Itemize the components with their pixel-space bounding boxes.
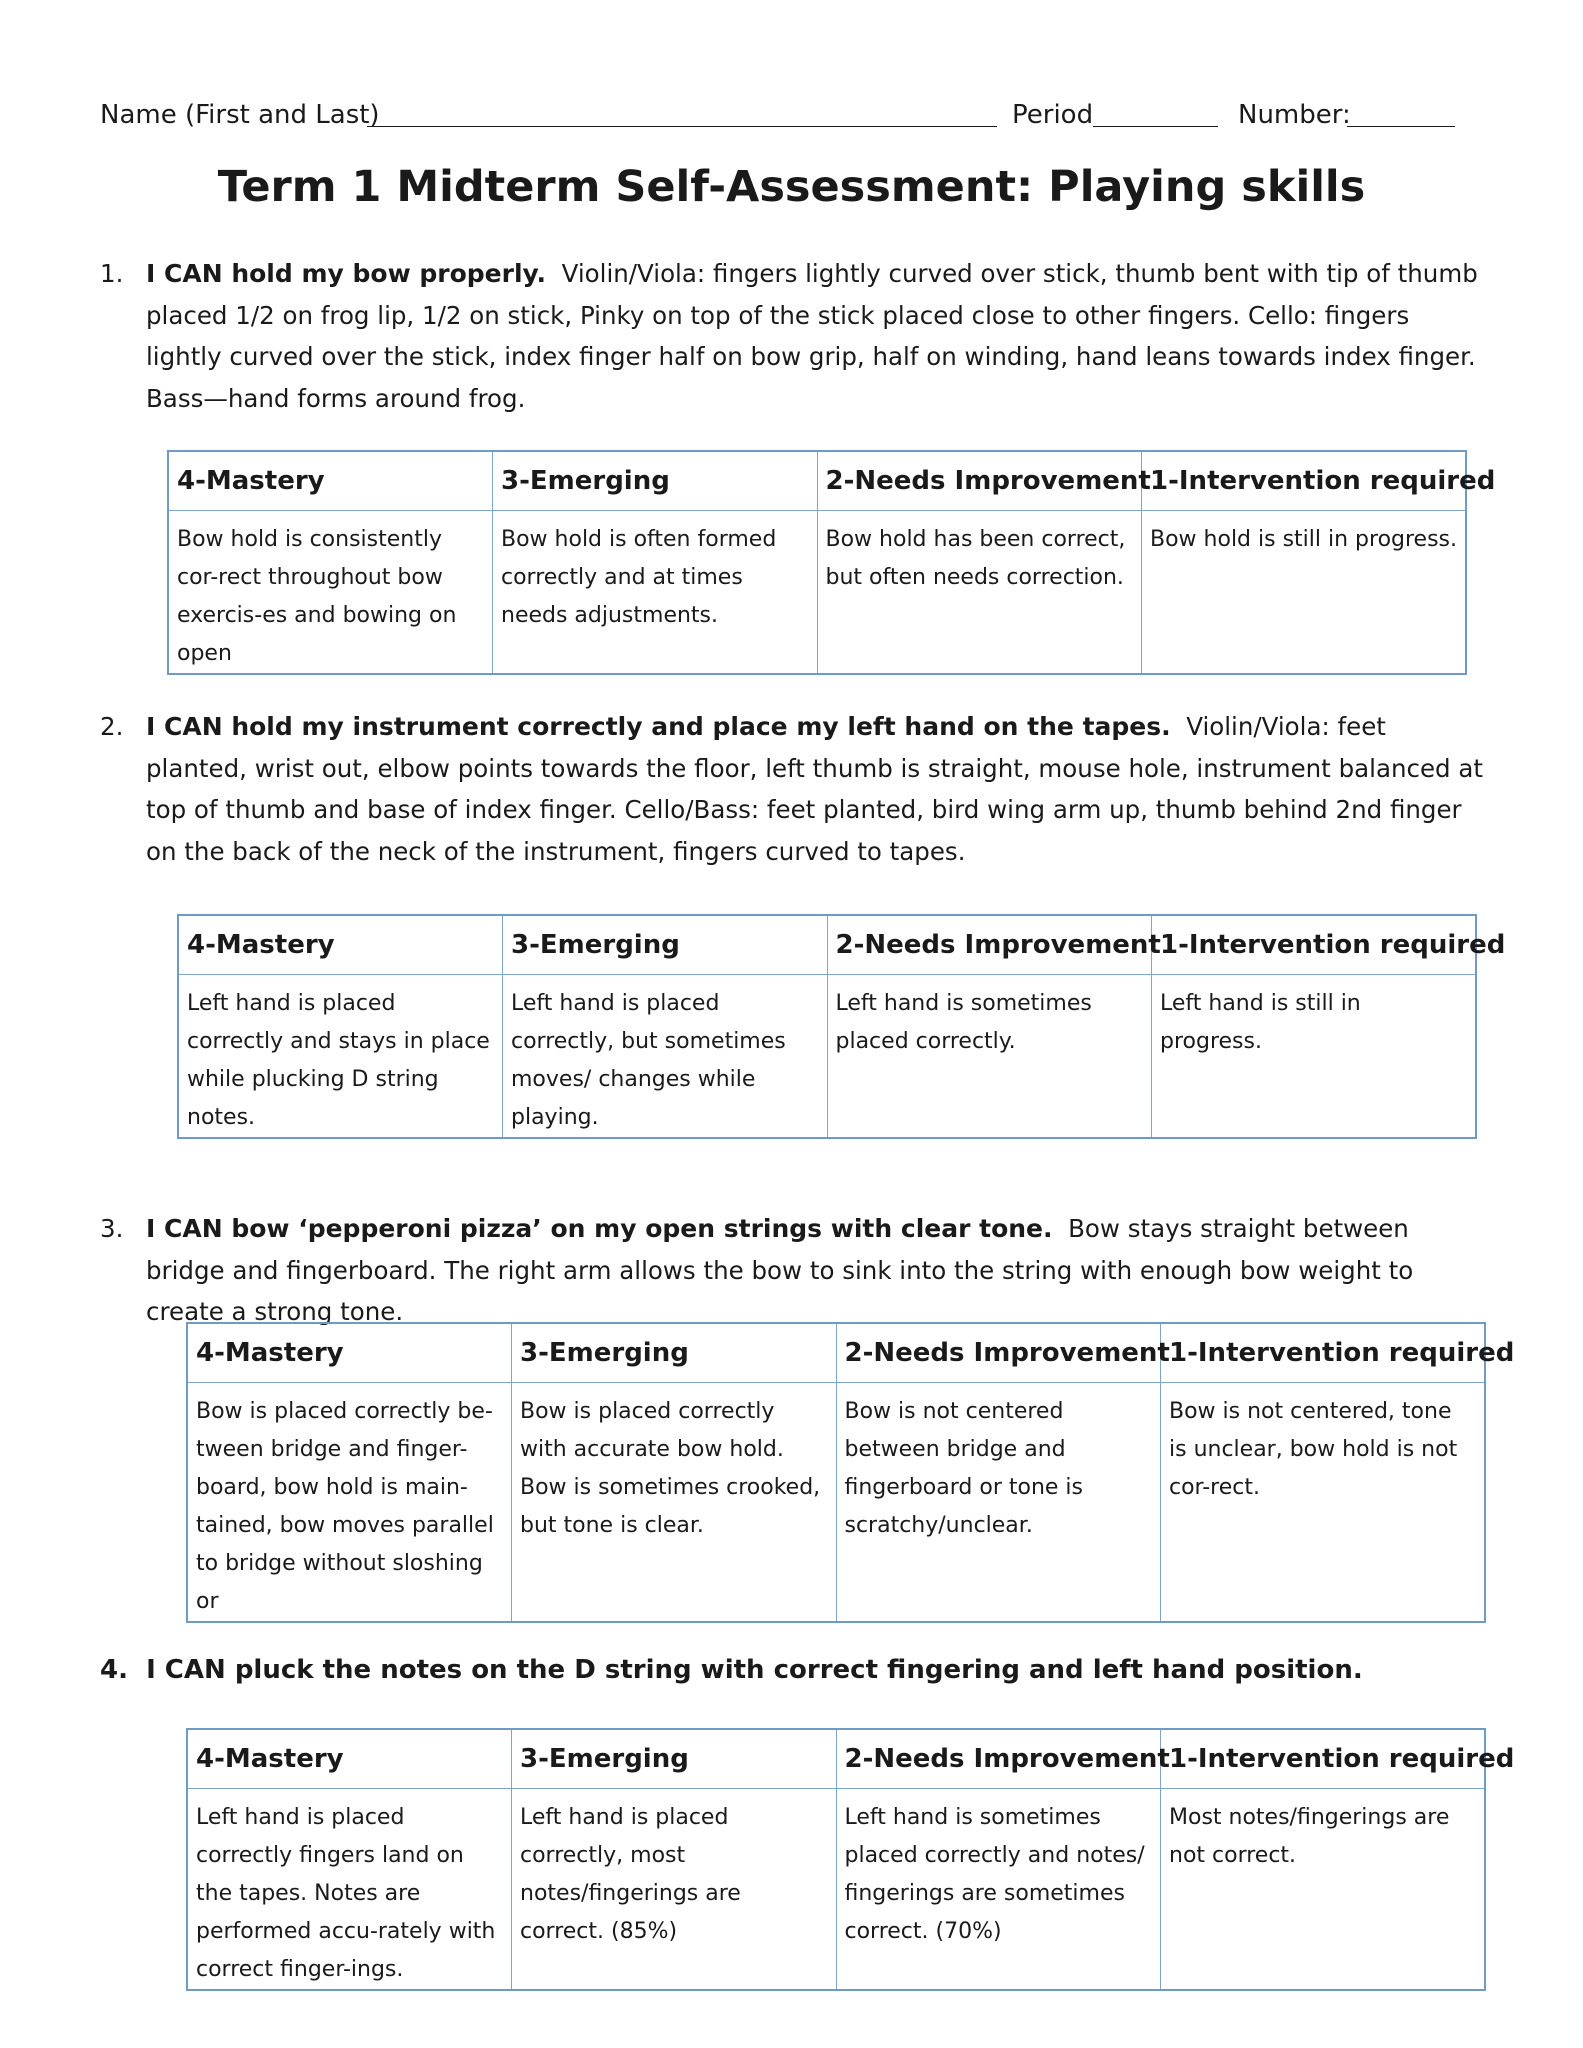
rubric-table-4 [186, 1728, 1515, 1991]
rubric-header-intervention: 1-Intervention required [1161, 1729, 1486, 1789]
rubric-header-mastery: 4-Mastery [187, 1323, 512, 1383]
rubric-cell: Left hand is placed correctly, most notes/fingerings are correct. (85%) [512, 1789, 837, 1991]
item-description: Violin/Viola: fingers lightly curved over stick, thumb bent with tip of thumb placed 1/2 on frog lip, 1/2 on stick, Pinky on top of the stick placed close to other fingers. Cello: fingers lightly curved over the stick, index finger half on bow grip, half on winding, hand leans towards index finger. Bass—hand forms around frog. [146, 259, 1478, 413]
rubric-cell: Left hand is still in progress. [1152, 975, 1477, 1139]
page-title: Term 1 Midterm Self-Assessment: Playing skills [217, 162, 1366, 212]
rubric-cell: Bow is not centered between bridge and fingerboard or tone is scratchy/unclear. [836, 1383, 1161, 1623]
item-number: 1. [100, 259, 124, 288]
rubric-header-emerging: 3-Emerging [493, 451, 818, 511]
rubric-header-emerging: 3-Emerging [512, 1323, 837, 1383]
rubric-cell: Bow is placed correctly with accurate bow hold. Bow is sometimes crooked, but tone is clear. [512, 1383, 837, 1623]
rubric-cell: Left hand is placed correctly, but sometimes moves/ changes while playing. [503, 975, 828, 1139]
rubric-header-needs-improvement: 2-Needs Improvement [836, 1323, 1161, 1383]
skill-item-4 [100, 1650, 1480, 1692]
period-label: Period [1012, 100, 1094, 130]
rubric-header-emerging: 3-Emerging [512, 1729, 837, 1789]
rubric-header-mastery: 4-Mastery [178, 915, 503, 975]
rubric-cell: Bow hold is consistently cor-rect throughout bow exercis-es and bowing on open [168, 511, 493, 675]
skill-item-1 [100, 253, 1486, 419]
number-field[interactable] [1347, 98, 1455, 127]
rubric-header-intervention: 1-Intervention required [1152, 915, 1477, 975]
item-number: 4. [100, 1655, 128, 1685]
rubric-cell: Bow hold is often formed correctly and at times needs adjustments. [493, 511, 818, 675]
rubric-table-2 [177, 914, 1506, 1139]
rubric-cell: Bow is placed correctly be-tween bridge and finger-board, bow hold is main-tained, bow moves parallel to bridge without sloshing or [187, 1383, 512, 1623]
rubric-cell: Most notes/fingerings are not correct. [1161, 1789, 1486, 1991]
rubric-header-needs-improvement: 2-Needs Improvement [827, 915, 1152, 975]
rubric-header-mastery: 4-Mastery [168, 451, 493, 511]
name-label: Name (First and Last) [100, 100, 380, 130]
rubric-header-intervention: 1-Intervention required [1161, 1323, 1486, 1383]
rubric-cell: Left hand is placed correctly fingers land on the tapes. Notes are performed accu-rately with correct finger-ings. [187, 1789, 512, 1991]
item-description: Bow stays straight between bridge and fingerboard. The right arm allows the bow to sink into the string with enough bow weight to create a strong tone. [146, 1214, 1414, 1326]
rubric-header-needs-improvement: 2-Needs Improvement [836, 1729, 1161, 1789]
skill-item-2 [100, 706, 1486, 872]
item-heading: I CAN bow ‘pepperoni pizza’ on my open strings with clear tone. [146, 1214, 1053, 1243]
rubric-cell: Left hand is sometimes placed correctly and notes/ fingerings are sometimes correct. (70%) [836, 1789, 1161, 1991]
rubric-header-emerging: 3-Emerging [503, 915, 828, 975]
name-field[interactable] [367, 98, 997, 127]
item-number: 2. [100, 712, 124, 741]
skill-item-3 [100, 1208, 1486, 1333]
item-heading: I CAN pluck the notes on the D string with correct fingering and left hand position. [146, 1655, 1363, 1685]
rubric-table-1 [167, 450, 1496, 675]
rubric-cell: Bow hold has been correct, but often needs correction. [817, 511, 1142, 675]
item-number: 3. [100, 1214, 124, 1243]
rubric-header-needs-improvement: 2-Needs Improvement [817, 451, 1142, 511]
rubric-header-intervention: 1-Intervention required [1142, 451, 1467, 511]
rubric-cell: Left hand is sometimes placed correctly. [827, 975, 1152, 1139]
rubric-header-mastery: 4-Mastery [187, 1729, 512, 1789]
number-label: Number: [1238, 100, 1351, 130]
rubric-cell: Bow hold is still in progress. [1142, 511, 1467, 675]
period-field[interactable] [1093, 98, 1218, 127]
item-description: Violin/Viola: feet planted, wrist out, elbow points towards the floor, left thumb is straight, mouse hole, instrument balanced at top of thumb and base of index finger. Cello/Bass: feet planted, bird wing arm up, thumb behind 2nd finger on the back of the neck of the instrument, fingers curved to tapes. [146, 712, 1483, 866]
rubric-cell: Left hand is placed correctly and stays in place while plucking D string notes. [178, 975, 503, 1139]
rubric-cell: Bow is not centered, tone is unclear, bow hold is not cor-rect. [1161, 1383, 1486, 1623]
rubric-table-3 [186, 1322, 1515, 1623]
student-info-line [100, 100, 1480, 140]
item-heading: I CAN hold my instrument correctly and place my left hand on the tapes. [146, 712, 1171, 741]
item-heading: I CAN hold my bow properly. [146, 259, 547, 288]
